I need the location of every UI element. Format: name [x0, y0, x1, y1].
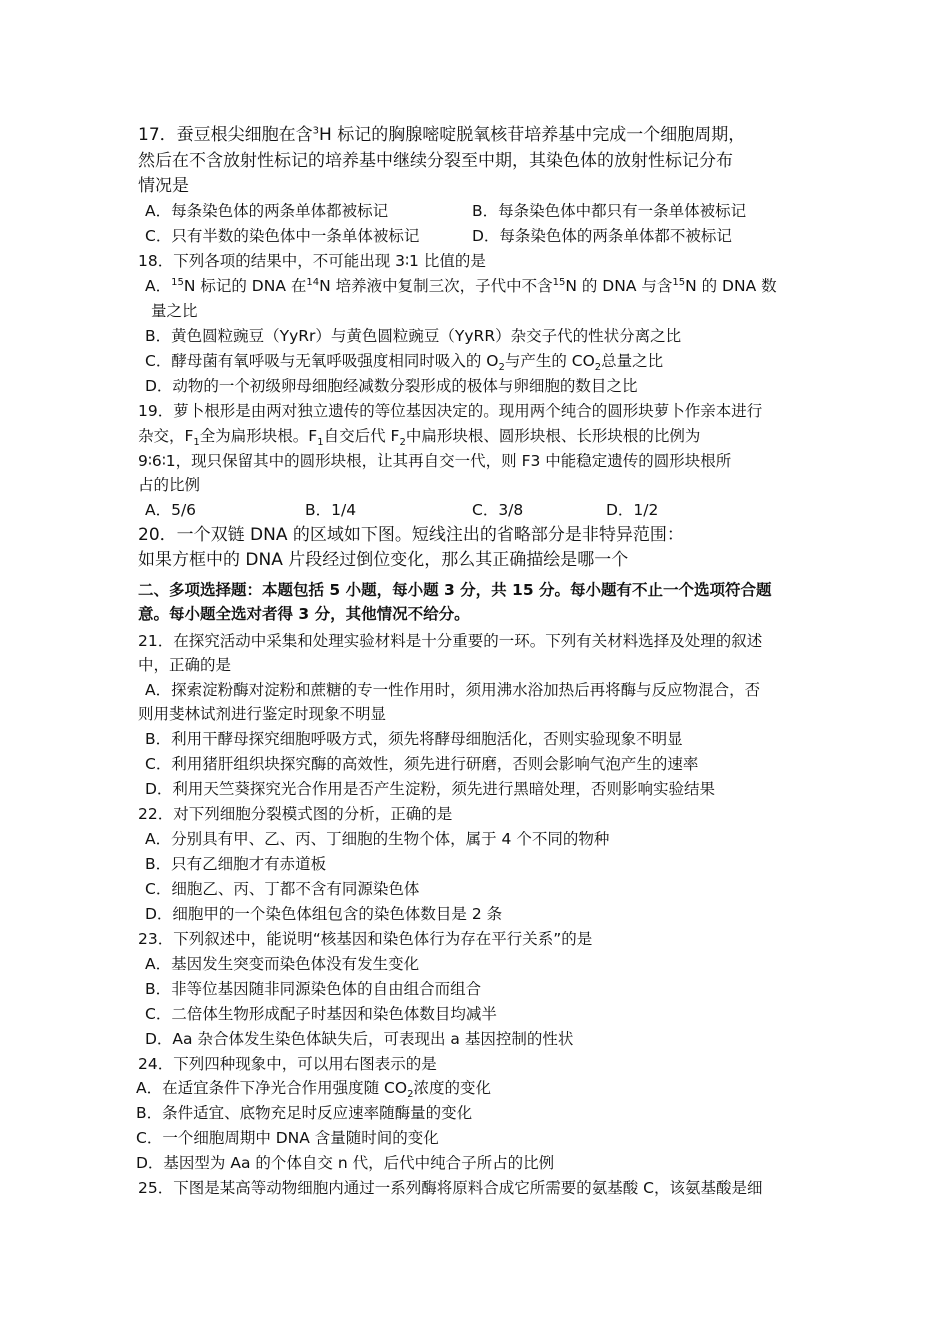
q17-stem-line1: 17．蚕豆根尖细胞在含$^3$H 标记的胸腺嘧啶脱氧核苷培养基中完成一个细胞周期， [138, 125, 746, 145]
q18-option-c: C．酵母菌有氧呼吸与无氧呼吸强度相同时吸入的 $O_2$与产生的 $CO_2$总量之比 [145, 352, 664, 374]
q23-stem: 23．下列叙述中，能说明“核基因和染色体行为存在平行关系”的是 [138, 930, 593, 948]
q23-option-b: B．非等位基因随非同源染色体的自由组合而组合 [145, 980, 482, 998]
q17-stem-line2: 然后在不含放射性标记的培养基中继续分裂至中期，其染色体的放射性标记分布 [138, 151, 733, 171]
q17-option-d: D．每条染色体的两条单体都不被标记 [472, 227, 732, 245]
q19-stem-line3: 9∶6∶1，现只保留其中的圆形块根，让其再自交一代，则 F3 中能稳定遗传的圆形块根所 [138, 452, 732, 470]
q17-stem-line3: 情况是 [138, 176, 189, 196]
q22-option-b: B．只有乙细胞才有赤道板 [145, 855, 327, 873]
q19-stem-line4: 占的比例 [138, 476, 201, 494]
q23-option-a: A．基因发生突变而染色体没有发生变化 [145, 955, 420, 973]
q21-option-a-line1: A．探索淀粉酶对淀粉和蔗糖的专一性作用时，须用沸水浴加热后再将酶与反应物混合，否 [145, 681, 761, 699]
q19-option-c: C．3/8 [472, 501, 524, 519]
q17-option-b: B．每条染色体中都只有一条单体被标记 [472, 202, 747, 220]
q20-stem-line2: 如果方框中的 DNA 片段经过倒位变化，那么其正确描绘是哪一个 [138, 550, 629, 570]
q24-stem: 24．下列四种现象中，可以用右图表示的是 [138, 1055, 437, 1073]
q17-option-c: C．只有半数的染色体中一条单体被标记 [145, 227, 420, 245]
q17-option-a: A．每条染色体的两条单体都被标记 [145, 202, 389, 220]
q22-option-c: C．细胞乙、丙、丁都不含有同源染色体 [145, 880, 420, 898]
q20-stem-line1: 20．一个双链 DNA 的区域如下图。短线注出的省略部分是非特异范围： [138, 525, 684, 545]
q19-stem-line1: 19．萝卜根形是由两对独立遗传的等位基因决定的。现用两个纯合的圆形块萝卜作亲本进行 [138, 402, 763, 420]
section2-heading-line1: 二、多项选择题：本题包括 5 小题，每小题 3 分，共 15 分。每小题有不止一个选项符合题 [138, 581, 772, 599]
q19-option-a: A．5/6 [145, 501, 197, 519]
q21-option-c: C．利用猪肝组织块探究酶的高效性，须先进行研磨，否则会影响气泡产生的速率 [145, 755, 699, 773]
q21-option-b: B．利用干酵母探究细胞呼吸方式，须先将酵母细胞活化，否则实验现象不明显 [145, 730, 683, 748]
q18-option-a-line2: 量之比 [151, 302, 198, 320]
q18-option-d: D．动物的一个初级卵母细胞经减数分裂形成的极体与卵细胞的数目之比 [145, 377, 638, 395]
q18-option-b: B．黄色圆粒豌豆（YyRr）与黄色圆粒豌豆（YyRR）杂交子代的性状分离之比 [145, 327, 682, 345]
q22-stem: 22．对下列细胞分裂模式图的分析，正确的是 [138, 805, 453, 823]
q21-option-a-line2: 则用斐林试剂进行鉴定时现象不明显 [138, 705, 387, 723]
q19-stem-line2: 杂交，$F_1$全为扁形块根。$F_1$自交后代 $F_2$中扁形块根、圆形块根、长形块根的比例为 [138, 427, 701, 449]
q24-option-a: A．在适宜条件下净光合作用强度随 $CO_2$浓度的变化 [136, 1079, 491, 1101]
q19-option-b: B．1/4 [305, 501, 357, 519]
q22-option-d: D．细胞甲的一个染色体组包含的染色体数目是 2 条 [145, 905, 503, 923]
q18-stem: 18．下列各项的结果中，不可能出现 3∶1 比值的是 [138, 252, 486, 270]
q23-option-d: D．Aa 杂合体发生染色体缺失后，可表现出 a 基因控制的性状 [145, 1030, 574, 1048]
q24-option-b: B．条件适宜、底物充足时反应速率随酶量的变化 [136, 1104, 473, 1122]
q24-option-c: C．一个细胞周期中 DNA 含量随时间的变化 [136, 1129, 439, 1147]
q18-option-a-line1: A．$^{15}$N 标记的 DNA 在$^{14}$N 培养液中复制三次，子代中不含$^{15}$N 的 DNA 与含$^{15}$N 的 DNA 数 [145, 276, 777, 295]
q25-stem-line1: 25．下图是某高等动物细胞内通过一系列酶将原料合成它所需要的氨基酸 C，该氨基酸是细 [138, 1179, 763, 1197]
q24-option-d: D．基因型为 Aa 的个体自交 n 代，后代中纯合子所占的比例 [136, 1154, 555, 1172]
q21-stem-line1: 21．在探究活动中采集和处理实验材料是十分重要的一环。下列有关材料选择及处理的叙述 [138, 632, 763, 650]
q23-option-c: C．二倍体生物形成配子时基因和染色体数目均减半 [145, 1005, 497, 1023]
section2-heading-line2: 意。每小题全选对者得 3 分，其他情况不给分。 [138, 605, 470, 623]
q19-option-d: D．1/2 [606, 501, 659, 519]
q22-option-a: A．分别具有甲、乙、丙、丁细胞的生物个体，属于 4 个不同的物种 [145, 830, 610, 848]
q21-stem-line2: 中，正确的是 [138, 656, 232, 674]
q21-option-d: D．利用天竺葵探究光合作用是否产生淀粉，须先进行黑暗处理，否则影响实验结果 [145, 780, 715, 798]
